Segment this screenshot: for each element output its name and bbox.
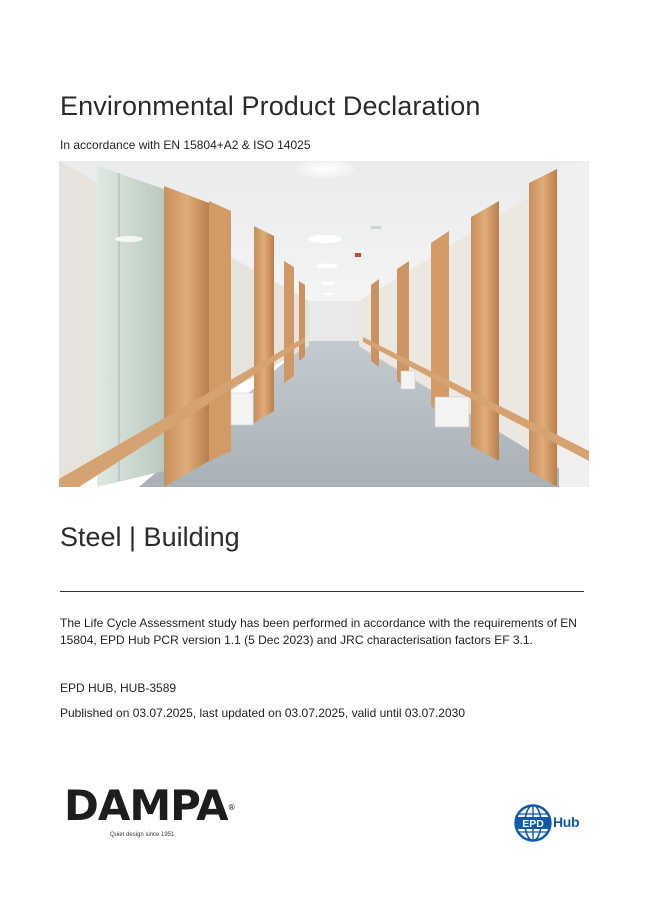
globe-icon: [514, 803, 552, 843]
product-name: Steel | Building: [60, 522, 240, 552]
hallway-photo: [59, 161, 589, 487]
hub-text: Hub: [553, 814, 580, 830]
registered-mark: ®: [227, 803, 236, 812]
section-divider: [60, 591, 584, 592]
epd-hub-logo: [514, 803, 586, 843]
dampa-wordmark-text: DAMPA: [64, 781, 228, 830]
standards-subtitle: In accordance with EN 15804+A2 & ISO 14025: [60, 138, 311, 152]
epd-identifier: EPD HUB, HUB-3589: [60, 681, 177, 695]
dampa-tagline: Quiet design since 1951: [110, 832, 175, 838]
epd-badge-text: EPD: [522, 817, 544, 830]
lca-description: The Life Cycle Assessment study has been performed in accordance with the requirements of EN 15804, EPD Hub PCR version 1.1 (5 Dec 2023) and JRC characterisation factors EF 3.1.: [60, 616, 577, 647]
publication-dates: Published on 03.07.2025, last updated on 03.07.2025, valid until 03.07.2030: [60, 706, 465, 720]
dampa-wordmark: [64, 781, 236, 830]
page-title: Environmental Product Declaration: [60, 91, 481, 121]
dampa-logo: [64, 781, 244, 838]
